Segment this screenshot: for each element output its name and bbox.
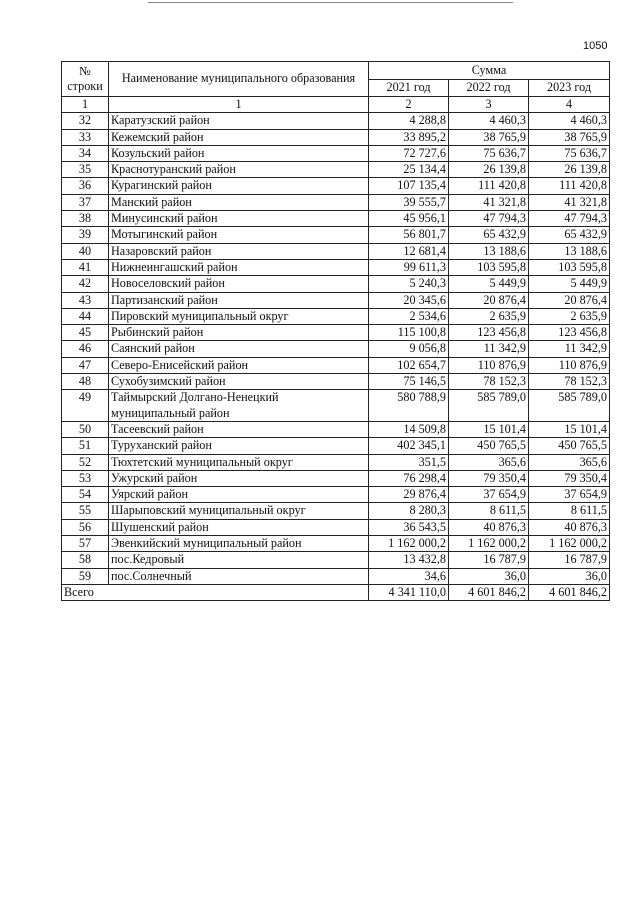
- value-2023: 123 456,8: [529, 325, 610, 341]
- row-number: 46: [62, 341, 109, 357]
- value-2023: 11 342,9: [529, 341, 610, 357]
- table-row: [62, 113, 610, 129]
- table-row: [62, 454, 610, 470]
- value-2023: 79 350,4: [529, 470, 610, 486]
- value-2022: 5 449,9: [449, 276, 529, 292]
- row-number: 50: [62, 421, 109, 437]
- row-number: 35: [62, 162, 109, 178]
- municipality-name: Тюхтетский муниципальный округ: [109, 454, 369, 470]
- value-2021: 1 162 000,2: [369, 536, 449, 552]
- municipality-name: Курагинский район: [109, 178, 369, 194]
- table-row: [62, 211, 610, 227]
- value-2021: 39 555,7: [369, 194, 449, 210]
- row-number: 47: [62, 357, 109, 373]
- index-cell: 2: [369, 97, 449, 113]
- index-cell: 4: [529, 97, 610, 113]
- value-2021: 20 345,6: [369, 292, 449, 308]
- value-2021: 33 895,2: [369, 129, 449, 145]
- value-2022: 585 789,0: [449, 390, 529, 422]
- row-number: 49: [62, 390, 109, 422]
- municipality-name: Назаровский район: [109, 243, 369, 259]
- value-2021: 45 956,1: [369, 211, 449, 227]
- value-2021: 75 146,5: [369, 374, 449, 390]
- value-2023: 2 635,9: [529, 308, 610, 324]
- header-name: Наименование муниципального образования: [109, 62, 369, 97]
- value-2022: 110 876,9: [449, 357, 529, 373]
- table-row: [62, 325, 610, 341]
- value-2022: 450 765,5: [449, 438, 529, 454]
- value-2023: 36,0: [529, 568, 610, 584]
- table-row: [62, 308, 610, 324]
- value-2023: 1 162 000,2: [529, 536, 610, 552]
- value-2022: 16 787,9: [449, 552, 529, 568]
- header-sum: Сумма: [369, 62, 610, 80]
- value-2022: 78 152,3: [449, 374, 529, 390]
- value-2022: 37 654,9: [449, 487, 529, 503]
- table-row: [62, 357, 610, 373]
- index-cell: 1: [62, 97, 109, 113]
- table-row: [62, 487, 610, 503]
- municipality-name: Сухобузимский район: [109, 374, 369, 390]
- municipality-name: Пировский муниципальный округ: [109, 308, 369, 324]
- value-2021: 351,5: [369, 454, 449, 470]
- value-2022: 15 101,4: [449, 421, 529, 437]
- value-2022: 26 139,8: [449, 162, 529, 178]
- row-number: 55: [62, 503, 109, 519]
- row-number: 41: [62, 259, 109, 275]
- value-2022: 2 635,9: [449, 308, 529, 324]
- top-rule: [148, 2, 513, 3]
- table-row: [62, 276, 610, 292]
- value-2021: 5 240,3: [369, 276, 449, 292]
- row-number: 43: [62, 292, 109, 308]
- value-2023: 5 449,9: [529, 276, 610, 292]
- index-cell: 3: [449, 97, 529, 113]
- value-2021: 102 654,7: [369, 357, 449, 373]
- table-row: [62, 194, 610, 210]
- municipality-name: Саянский район: [109, 341, 369, 357]
- table-row: [62, 552, 610, 568]
- total-row: [62, 584, 610, 600]
- table-row: [62, 470, 610, 486]
- value-2021: 2 534,6: [369, 308, 449, 324]
- municipality-name: пос.Солнечный: [109, 568, 369, 584]
- value-2021: 99 611,3: [369, 259, 449, 275]
- value-2022: 103 595,8: [449, 259, 529, 275]
- value-2023: 78 152,3: [529, 374, 610, 390]
- total-2022: 4 601 846,2: [449, 584, 529, 600]
- row-number: 57: [62, 536, 109, 552]
- value-2023: 103 595,8: [529, 259, 610, 275]
- row-number: 34: [62, 145, 109, 161]
- municipality-name: Каратузский район: [109, 113, 369, 129]
- value-2021: 56 801,7: [369, 227, 449, 243]
- table-row: [62, 438, 610, 454]
- value-2023: 13 188,6: [529, 243, 610, 259]
- municipality-name: Рыбинский район: [109, 325, 369, 341]
- value-2023: 16 787,9: [529, 552, 610, 568]
- value-2023: 110 876,9: [529, 357, 610, 373]
- table-row: [62, 536, 610, 552]
- table-row: [62, 503, 610, 519]
- row-number: 58: [62, 552, 109, 568]
- value-2021: 4 288,8: [369, 113, 449, 129]
- value-2022: 123 456,8: [449, 325, 529, 341]
- row-number: 45: [62, 325, 109, 341]
- municipality-name: пос.Кедровый: [109, 552, 369, 568]
- row-number: 36: [62, 178, 109, 194]
- row-number: 32: [62, 113, 109, 129]
- value-2023: 47 794,3: [529, 211, 610, 227]
- value-2021: 14 509,8: [369, 421, 449, 437]
- value-2021: 12 681,4: [369, 243, 449, 259]
- value-2021: 580 788,9: [369, 390, 449, 422]
- value-2022: 1 162 000,2: [449, 536, 529, 552]
- header-year-2023: 2023 год: [529, 79, 610, 97]
- municipality-name: Эвенкийский муниципальный район: [109, 536, 369, 552]
- row-number: 52: [62, 454, 109, 470]
- value-2023: 111 420,8: [529, 178, 610, 194]
- row-number: 56: [62, 519, 109, 535]
- municipality-name: Минусинский район: [109, 211, 369, 227]
- value-2021: 36 543,5: [369, 519, 449, 535]
- table-row: [62, 341, 610, 357]
- value-2021: 107 135,4: [369, 178, 449, 194]
- value-2021: 13 432,8: [369, 552, 449, 568]
- budget-table: [61, 61, 610, 601]
- row-number: 54: [62, 487, 109, 503]
- municipality-name: Манский район: [109, 194, 369, 210]
- value-2021: 34,6: [369, 568, 449, 584]
- municipality-name: Таймырский Долгано-Ненецкий муниципальный район: [109, 390, 369, 422]
- row-number: 40: [62, 243, 109, 259]
- municipality-name: Козульский район: [109, 145, 369, 161]
- municipality-name: Шушенский район: [109, 519, 369, 535]
- value-2021: 29 876,4: [369, 487, 449, 503]
- value-2023: 20 876,4: [529, 292, 610, 308]
- value-2023: 26 139,8: [529, 162, 610, 178]
- value-2023: 38 765,9: [529, 129, 610, 145]
- value-2021: 72 727,6: [369, 145, 449, 161]
- value-2021: 76 298,4: [369, 470, 449, 486]
- row-number: 59: [62, 568, 109, 584]
- value-2022: 13 188,6: [449, 243, 529, 259]
- row-number: 53: [62, 470, 109, 486]
- value-2023: 450 765,5: [529, 438, 610, 454]
- municipality-name: Шарыповский муниципальный округ: [109, 503, 369, 519]
- value-2022: 38 765,9: [449, 129, 529, 145]
- value-2022: 41 321,8: [449, 194, 529, 210]
- total-label: Всего: [62, 584, 369, 600]
- row-number: 39: [62, 227, 109, 243]
- value-2023: 65 432,9: [529, 227, 610, 243]
- table-row: [62, 227, 610, 243]
- header-year-2022: 2022 год: [449, 79, 529, 97]
- municipality-name: Кежемский район: [109, 129, 369, 145]
- table-row: [62, 292, 610, 308]
- value-2022: 8 611,5: [449, 503, 529, 519]
- value-2023: 15 101,4: [529, 421, 610, 437]
- row-number: 37: [62, 194, 109, 210]
- municipality-name: Тасеевский район: [109, 421, 369, 437]
- value-2022: 47 794,3: [449, 211, 529, 227]
- value-2022: 4 460,3: [449, 113, 529, 129]
- value-2022: 75 636,7: [449, 145, 529, 161]
- value-2023: 4 460,3: [529, 113, 610, 129]
- value-2023: 585 789,0: [529, 390, 610, 422]
- page-number: 1050: [583, 40, 608, 52]
- row-number: 51: [62, 438, 109, 454]
- value-2023: 40 876,3: [529, 519, 610, 535]
- value-2022: 20 876,4: [449, 292, 529, 308]
- table-row: [62, 568, 610, 584]
- value-2021: 9 056,8: [369, 341, 449, 357]
- table-row: [62, 259, 610, 275]
- index-cell: 1: [109, 97, 369, 113]
- municipality-name: Мотыгинский район: [109, 227, 369, 243]
- municipality-name: Ужурский район: [109, 470, 369, 486]
- value-2023: 37 654,9: [529, 487, 610, 503]
- table-row: [62, 390, 610, 422]
- municipality-name: Уярский район: [109, 487, 369, 503]
- municipality-name: Новоселовский район: [109, 276, 369, 292]
- value-2022: 111 420,8: [449, 178, 529, 194]
- table-row: [62, 374, 610, 390]
- table-row: [62, 129, 610, 145]
- value-2022: 11 342,9: [449, 341, 529, 357]
- value-2022: 36,0: [449, 568, 529, 584]
- value-2021: 25 134,4: [369, 162, 449, 178]
- value-2023: 41 321,8: [529, 194, 610, 210]
- value-2023: 8 611,5: [529, 503, 610, 519]
- municipality-name: Северо-Енисейский район: [109, 357, 369, 373]
- value-2022: 79 350,4: [449, 470, 529, 486]
- table-row: [62, 178, 610, 194]
- row-number: 48: [62, 374, 109, 390]
- table-row: [62, 519, 610, 535]
- total-2023: 4 601 846,2: [529, 584, 610, 600]
- row-number: 38: [62, 211, 109, 227]
- row-number: 44: [62, 308, 109, 324]
- municipality-name: Краснотуранский район: [109, 162, 369, 178]
- header-row-number: № строки: [62, 62, 109, 97]
- table-row: [62, 145, 610, 161]
- row-number: 33: [62, 129, 109, 145]
- total-2021: 4 341 110,0: [369, 584, 449, 600]
- value-2023: 365,6: [529, 454, 610, 470]
- table-body: [62, 113, 610, 585]
- table-row: [62, 421, 610, 437]
- municipality-name: Туруханский район: [109, 438, 369, 454]
- table-row: [62, 162, 610, 178]
- value-2022: 40 876,3: [449, 519, 529, 535]
- value-2022: 65 432,9: [449, 227, 529, 243]
- municipality-name: Партизанский район: [109, 292, 369, 308]
- table-row: [62, 243, 610, 259]
- value-2021: 8 280,3: [369, 503, 449, 519]
- row-number: 42: [62, 276, 109, 292]
- municipality-name: Нижнеингашский район: [109, 259, 369, 275]
- value-2022: 365,6: [449, 454, 529, 470]
- header-year-2021: 2021 год: [369, 79, 449, 97]
- value-2023: 75 636,7: [529, 145, 610, 161]
- value-2021: 115 100,8: [369, 325, 449, 341]
- value-2021: 402 345,1: [369, 438, 449, 454]
